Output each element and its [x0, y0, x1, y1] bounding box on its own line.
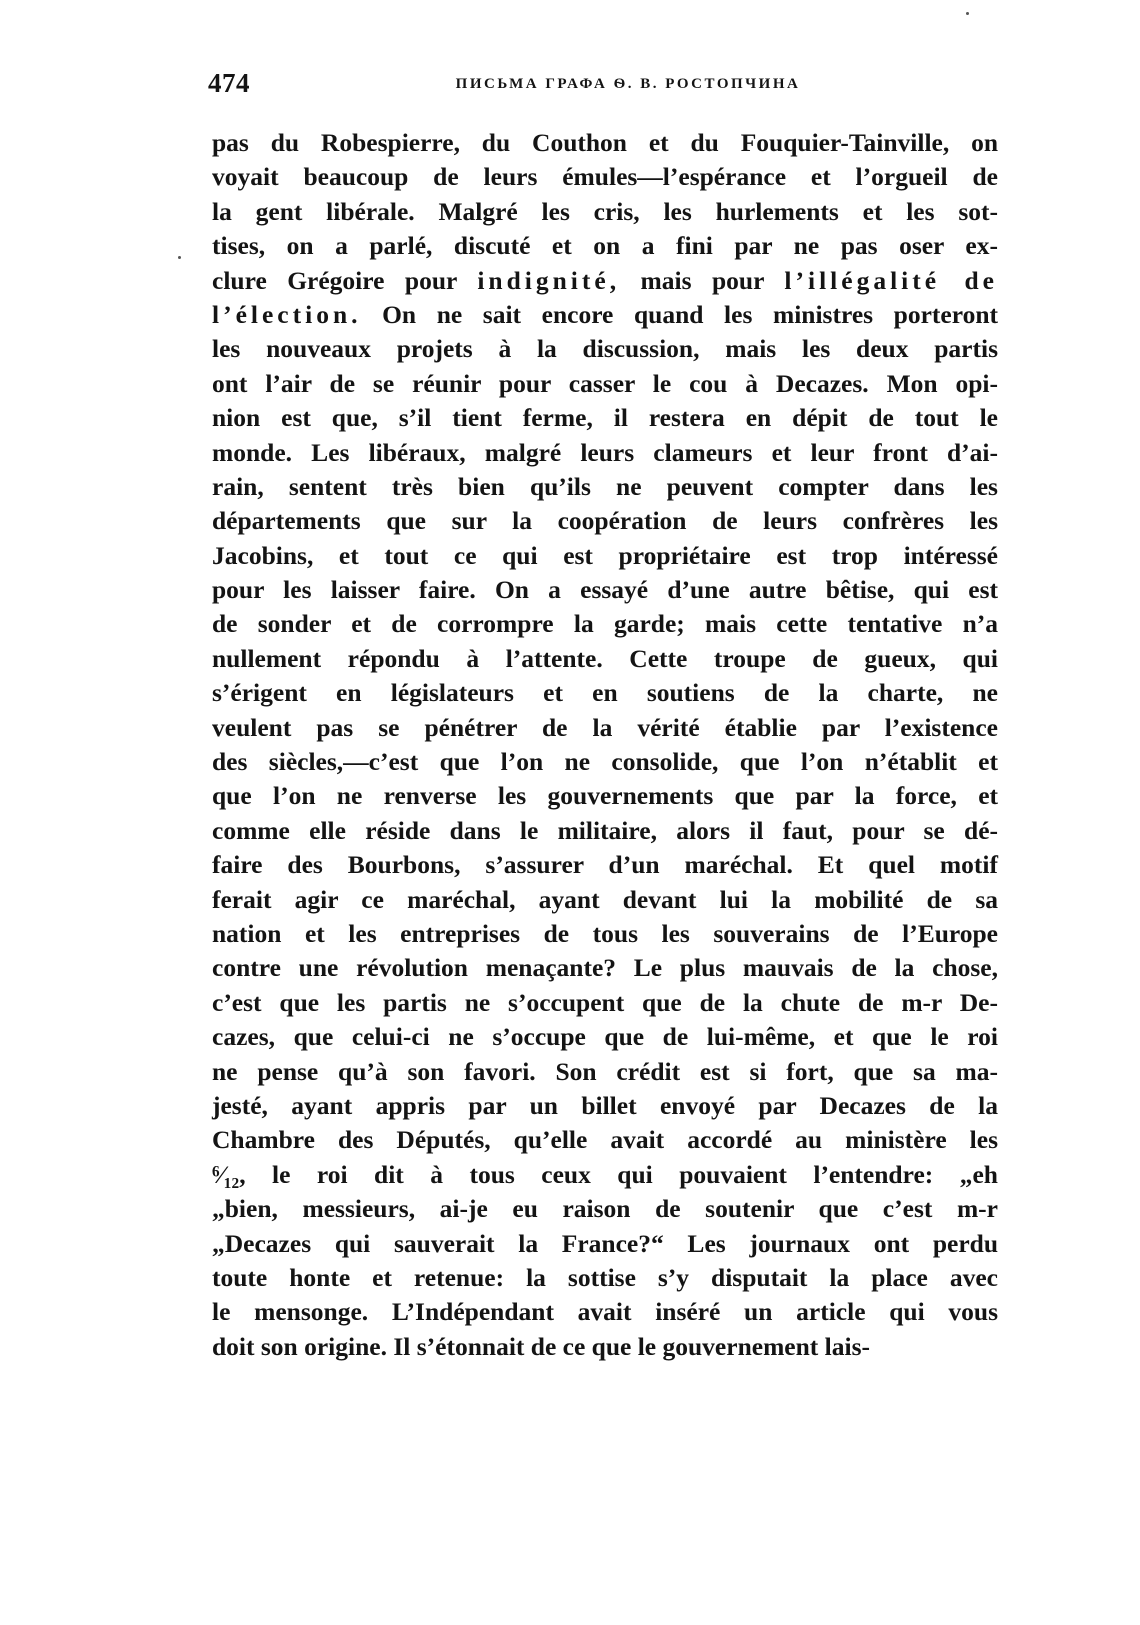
text-line: rain, sentent très bien qu’ils ne peuvent compter dans les — [212, 471, 998, 501]
letter-text — [212, 126, 998, 1364]
text-line: Jacobins, et tout ce qui est propriétaire est trop intéressé — [212, 540, 998, 570]
page-number: 474 — [208, 68, 250, 98]
text-line: voyait beaucoup de leurs émules—l’espérance et l’orgueil de — [212, 162, 998, 192]
text-line: jesté, ayant appris par un billet envoyé par Decazes de la — [212, 1090, 998, 1120]
text-line: c’est que les partis ne s’occupent que de la chute de m-r De- — [212, 987, 998, 1017]
page-header — [208, 68, 998, 108]
emphasized-text: l’illégalité de — [784, 265, 999, 295]
text-line: départements que sur la coopération de leurs confrères les — [212, 506, 998, 536]
text-line — [212, 264, 998, 298]
scan-speck — [178, 256, 181, 259]
text-line: pour les laisser faire. On a essayé d’une autre bêtise, qui est — [212, 575, 998, 605]
text-line: Chambre des Députés, qu’elle avait accordé au ministère les — [212, 1125, 998, 1155]
text-line: ⁶⁄₁₂, le roi dit à tous ceux qui pouvaient l’entendre: „eh — [212, 1159, 998, 1189]
text-line: pas du Robespierre, du Couthon et du Fouquier-Tainville, on — [212, 128, 998, 157]
text-line: „Decazes qui sauverait la France?“ Les journaux ont perdu — [212, 1228, 998, 1258]
text-line: des siècles,—c’est que l’on ne consolide, que l’on n’établit et — [212, 747, 998, 777]
text-segment: On ne sait encore quand les ministres porteront — [382, 299, 998, 329]
text-line: tises, on a parlé, discuté et on a fini par ne pas oser ex- — [212, 231, 998, 261]
text-line: toute honte et retenue: la sottise s’y disputait la place avec — [212, 1262, 998, 1292]
scan-speck — [966, 12, 969, 15]
text-line: „bien, messieurs, ai-je eu raison de soutenir que c’est m-r — [212, 1194, 998, 1224]
text-line: les nouveaux projets à la discussion, mais les deux partis — [212, 334, 998, 364]
text-line: doit son origine. Il s’étonnait de ce que le gouvernement lais- — [212, 1331, 871, 1361]
text-segment: clure Grégoire pour — [212, 265, 457, 295]
text-line: veulent pas se pénétrer de la vérité établie par l’existence — [212, 712, 998, 742]
text-line: le mensonge. L’Indépendant avait inséré un article qui vous — [212, 1297, 998, 1327]
text-line: nation et les entreprises de tous les souverains de l’Europe — [212, 918, 998, 948]
text-line: ont l’air de se réunir pour casser le cou à Decazes. Mon opi- — [212, 368, 998, 398]
text-line: nullement répondu à l’attente. Cette troupe de gueux, qui — [212, 643, 998, 673]
text-line: s’érigent en législateurs et en soutiens de la charte, ne — [212, 678, 998, 708]
text-line: ne pense qu’à son favori. Son crédit est si fort, que sa ma- — [212, 1056, 998, 1086]
text-line: monde. Les libéraux, malgré leurs clameurs et leur front d’ai- — [212, 437, 998, 467]
text-line: comme elle réside dans le militaire, alors il faut, pour se dé- — [212, 815, 998, 845]
text-line — [212, 298, 998, 332]
emphasized-text: l’élection. — [212, 299, 362, 329]
text-line: que l’on ne renverse les gouvernements que par la force, et — [212, 781, 998, 811]
emphasized-text: indignité, — [477, 265, 621, 295]
text-line: faire des Bourbons, s’assurer d’un maréchal. Et quel motif — [212, 850, 998, 880]
text-line: cazes, que celui-ci ne s’occupe que de lui-même, et que le roi — [212, 1022, 998, 1052]
text-line: de sonder et de corrompre la garde; mais cette tentative n’a — [212, 609, 998, 639]
text-line: la gent libérale. Malgré les cris, les hurlements et les sot- — [212, 196, 998, 226]
text-line: contre une révolution menaçante? Le plus mauvais de la chose, — [212, 953, 998, 983]
text-line: nion est que, s’il tient ferme, il restera en dépit de tout le — [212, 403, 998, 433]
text-line: ferait agir ce maréchal, ayant devant lui la mobilité de sa — [212, 884, 998, 914]
text-segment: mais pour — [640, 265, 764, 295]
running-title: ПИСЬМА ГРАФА Ѳ. В. РОСТОПЧИНА — [455, 76, 801, 92]
